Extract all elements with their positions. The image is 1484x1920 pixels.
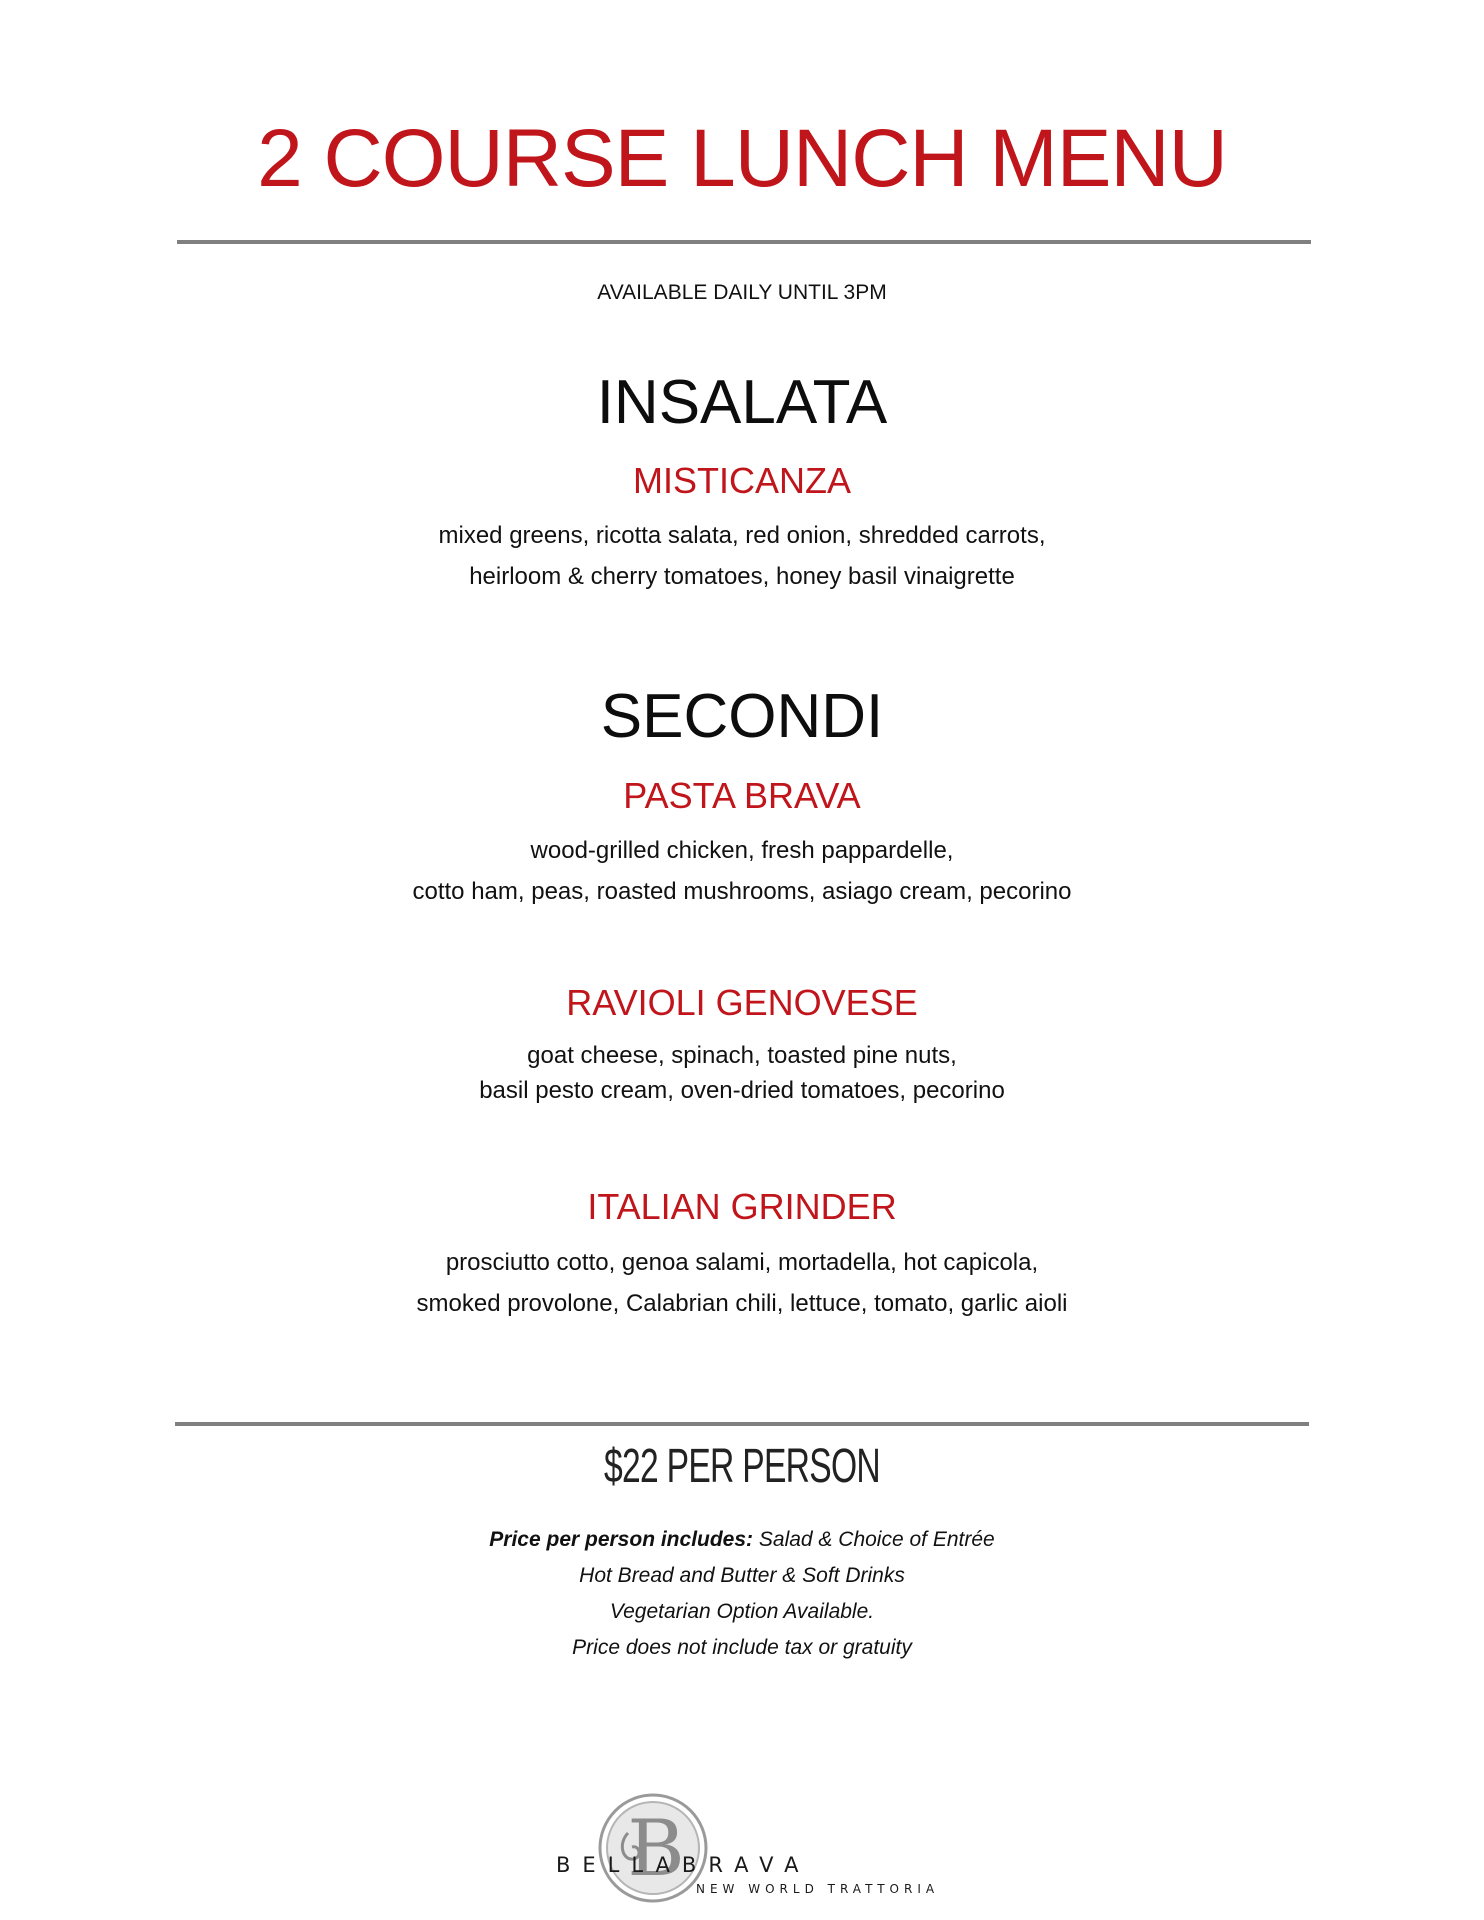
description-line: goat cheese, spinach, toasted pine nuts, [527, 1042, 957, 1069]
section-heading-secondi: SECONDI [600, 682, 884, 751]
section-heading-insalata: INSALATA [596, 368, 888, 437]
dish-description-italian-grinder [0, 1242, 1484, 1324]
description-line: cotto ham, peas, roasted mushrooms, asiago cream, pecorino [412, 878, 1072, 905]
includes-value: Salad & Choice of Entrée [758, 1528, 995, 1551]
includes-label: Price per person includes: [489, 1528, 754, 1551]
note-line: Price does not include tax or gratuity [572, 1636, 912, 1659]
description-line: basil pesto cream, oven-dried tomatoes, pecorino [479, 1077, 1005, 1104]
pricing-notes [0, 1522, 1484, 1666]
dish-name-italian-grinder: ITALIAN GRINDER [587, 1186, 897, 1227]
dish-description-misticanza [0, 515, 1484, 597]
monogram-logo-icon [598, 1793, 708, 1903]
description-line: heirloom & cherry tomatoes, honey basil vinaigrette [469, 563, 1015, 590]
dish-name-misticanza: MISTICANZA [632, 460, 851, 501]
availability-note: AVAILABLE DAILY UNTIL 3PM [597, 281, 887, 304]
bottom-divider [175, 1422, 1309, 1426]
logo-wordmark: BELLABRAVA [556, 1853, 811, 1877]
page-title: 2 COURSE LUNCH MENU [257, 113, 1227, 204]
description-line: smoked provolone, Calabrian chili, lettuce, tomato, garlic aioli [416, 1290, 1068, 1317]
dish-description-ravioli-genovese [0, 1038, 1484, 1108]
logo-tagline: NEW WORLD TRATTORIA [696, 1882, 940, 1896]
note-line: Vegetarian Option Available. [609, 1600, 875, 1623]
note-line: Hot Bread and Butter & Soft Drinks [579, 1564, 905, 1587]
description-line: mixed greens, ricotta salata, red onion, shredded carrots, [438, 522, 1046, 549]
monogram-letter: B [627, 1804, 685, 1894]
dish-description-pasta-brava [0, 830, 1484, 912]
restaurant-logo [556, 1793, 940, 1903]
description-line: prosciutto cotto, genoa salami, mortadella, hot capicola, [445, 1249, 1039, 1276]
includes-line [0, 1522, 1484, 1558]
dish-name-pasta-brava: PASTA BRAVA [623, 775, 861, 816]
top-divider [177, 240, 1311, 244]
dish-name-ravioli-genovese: RAVIOLI GENOVESE [566, 982, 918, 1023]
price-per-person: $22 PER PERSON [604, 1440, 880, 1493]
description-line: wood-grilled chicken, fresh pappardelle, [530, 837, 954, 864]
